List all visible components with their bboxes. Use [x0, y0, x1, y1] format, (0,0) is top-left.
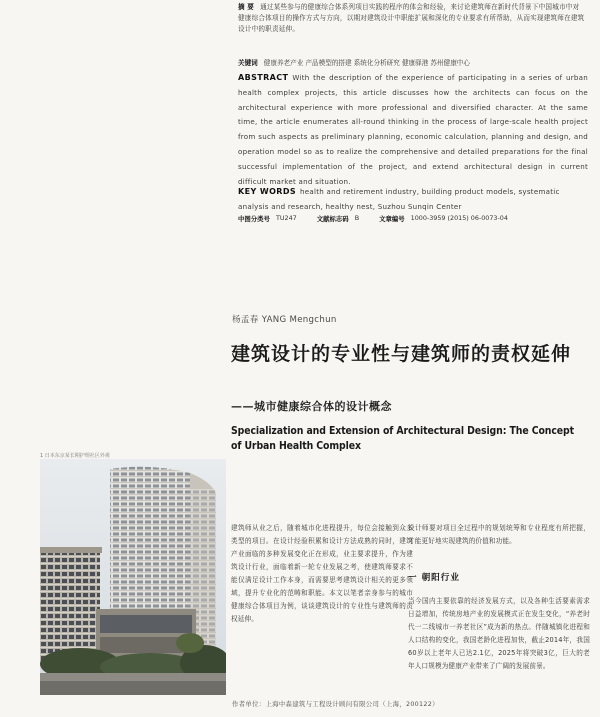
clc-value: TU247: [275, 214, 297, 222]
abstract-cn-label: 摘 要: [238, 3, 255, 11]
article-number-value: 1000-3959 (2015) 06-0073-04: [410, 214, 508, 222]
doc-code-label: 文献标志码: [316, 215, 349, 223]
building-photo-image: [40, 459, 226, 695]
abstract-cn-text: 通过某些参与的健康综合体系列项目实践的程序的体会和经验，来讨论建筑师在新时代背景下中国城市中对健康综合体项目的操作方式与方向，以期对建筑设计中职能扩展和深化的专业要求有所帮助，从而实现建筑师在建筑设计中的职责延伸。: [238, 3, 585, 33]
body-column-1: 建筑师从业之后，随着城市化进程提升，每位会接触到众多类型的项目。在设计经验积累和设计方法成熟的同时，建筑产业面临的多种发展变化正在形成，业主要求提升，作为建筑设计行业，面临着新一轮专业发展之考，使建筑师要求不能仅满足设计工作本身，而需要思考建筑设计相关的更多领域，提升专业化的范畴和职能。本文以笔者亲身参与的城市健康综合体项目为例，谈谈建筑设计的专业性与建筑师的责权延伸。: [231, 524, 413, 624]
keywords-cn: [238, 58, 586, 69]
clc-label: 中图分类号: [238, 215, 270, 223]
subtitle-cn: ——城市健康综合体的设计概念: [231, 400, 392, 413]
title-cn: 建筑设计的专业性与建筑师的责权延伸: [231, 343, 572, 365]
abstract-en-label: ABSTRACT: [238, 73, 289, 82]
building-photo: [40, 459, 226, 695]
keywords-en-label: KEY WORDS: [238, 187, 297, 196]
abstract-cn: [238, 2, 586, 35]
body-column-2-top: 设计师要对项目全过程中的规划统筹和专业程度有所把握，才能更好地实现建筑的价值和功能。: [408, 524, 590, 546]
photo-caption: 1 日本东京某长期护理社区外观: [40, 453, 110, 459]
keywords-cn-text: 健康养老产业 产品模型的搭建 系统化分析研究 健康驿港 苏州健康中心: [263, 59, 470, 67]
author: 杨孟春 YANG Mengchun: [232, 315, 337, 325]
abstract-en: [238, 71, 588, 189]
title-en: Specialization and Extension of Architectural Design: The Concept of Urban Health Complex: [231, 425, 575, 452]
keywords-en-text: health and retirement industry, building product models, systematic analysis and research, healthy nest, Suzhou Sunqin Center: [238, 187, 560, 211]
author-affiliation: 作者单位：上海中森建筑与工程设计顾问有限公司（上海，200122）: [232, 700, 439, 708]
keywords-cn-label: 关键词: [238, 59, 258, 67]
article-number-label: 文章编号: [379, 215, 405, 223]
body-column-2: 当今国内主要依靠的经济发展方式，以及各种生活要素需求日益增加，传统房地产业的发展模式正在发生变化，“养老时代一二线城市一养老社区”成为新的热点。伴随城镇化进程和人口结构的变化，我国老龄化进程加快，截止2014年，我国60岁以上老年人已达2.1亿，2025年将突破3亿，巨大的老年人口规模为健康产业带来了广阔的发展前景。: [408, 597, 590, 671]
doc-code-value: B: [354, 214, 360, 222]
classification-line: [238, 214, 588, 223]
section-heading: 一 朝阳行业: [408, 573, 460, 583]
abstract-en-text: With the description of the experience of participating in a series of urban health complex projects, this article discusses how the architects can focus on the architectural experience with more professional and diversified character. At the same time, the article enumerates all-round thinking in the process of large-scale health project from such aspects as preliminary planning, economic calculation, planning and design, and operation model so as to realize the comprehensive and detailed preparations for the final successful implementation of the project, and extend architectural design in current difficult market and situation.: [238, 73, 588, 186]
keywords-en: [238, 185, 588, 214]
